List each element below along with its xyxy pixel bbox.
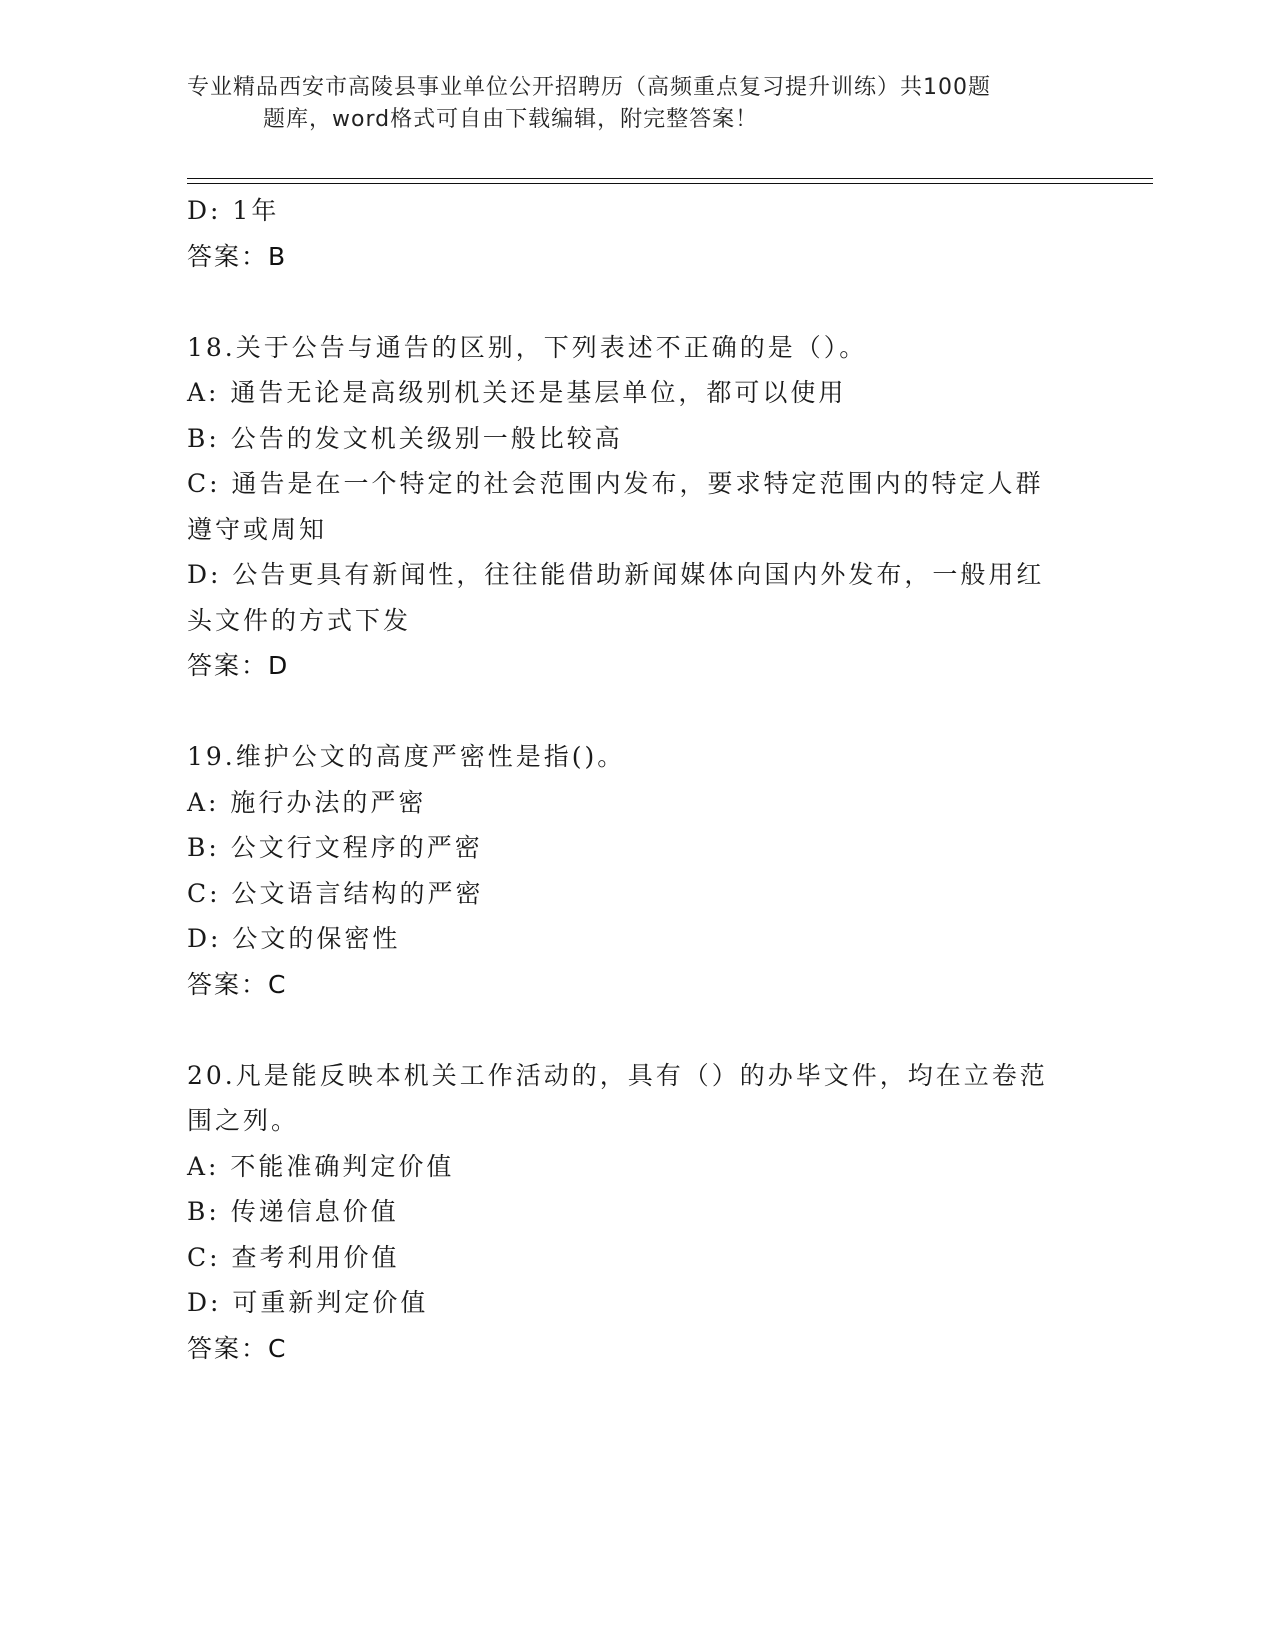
option-a: A: 通告无论是高级别机关还是基层单位，都可以使用	[187, 378, 847, 407]
header-divider-top	[187, 178, 1153, 179]
answer-line: 答案：C	[187, 1333, 288, 1363]
option-c: C: 通告是在一个特定的社会范围内发布，要求特定范围内的特定人群	[187, 469, 1044, 498]
question-18	[187, 325, 1087, 689]
question-19	[187, 734, 1087, 1007]
question-stem: 18.关于公告与通告的区别，下列表述不正确的是（）。	[187, 332, 868, 362]
option-d: D: 公文的保密性	[187, 924, 401, 953]
option-b: B: 传递信息价值	[187, 1197, 399, 1226]
option-a: A: 施行办法的严密	[187, 787, 427, 817]
question-content	[187, 188, 1087, 1371]
answer-line: 答案：C	[187, 969, 288, 999]
header-divider-bottom	[187, 183, 1153, 184]
option-b: B: 公文行文程序的严密	[187, 833, 483, 862]
option-c-continued: 遵守或周知	[187, 514, 328, 544]
option-d-continued: 头文件的方式下发	[187, 605, 412, 635]
previous-question-tail	[187, 188, 1087, 279]
question-20	[187, 1053, 1087, 1372]
question-stem: 19.维护公文的高度严密性是指()。	[187, 742, 626, 771]
option-d: D: 可重新判定价值	[187, 1288, 429, 1317]
page-header	[187, 72, 1067, 136]
option-c: C: 公文语言结构的严密	[187, 878, 484, 908]
header-title-line-1: 专业精品西安市高陵县事业单位公开招聘历（高频重点复习提升训练）共100题	[187, 75, 991, 100]
spacer	[187, 1007, 1087, 1053]
spacer	[187, 689, 1087, 735]
answer-line: 答案：B	[187, 241, 288, 271]
option-d: D: 1年	[187, 196, 280, 225]
option-a: A: 不能准确判定价值	[187, 1151, 455, 1181]
option-b: B: 公告的发文机关级别一般比较高	[187, 423, 623, 453]
header-title-line-2: 题库，word格式可自由下载编辑，附完整答案！	[263, 107, 759, 132]
answer-line: 答案：D	[187, 651, 290, 680]
option-d: D: 公告更具有新闻性，往往能借助新闻媒体向国内外发布，一般用红	[187, 560, 1045, 589]
question-stem-continued: 围之列。	[187, 1106, 300, 1135]
spacer	[187, 279, 1087, 325]
question-stem: 20.凡是能反映本机关工作活动的，具有（）的办毕文件，均在立卷范	[187, 1060, 1048, 1090]
option-c: C: 查考利用价值	[187, 1242, 400, 1272]
